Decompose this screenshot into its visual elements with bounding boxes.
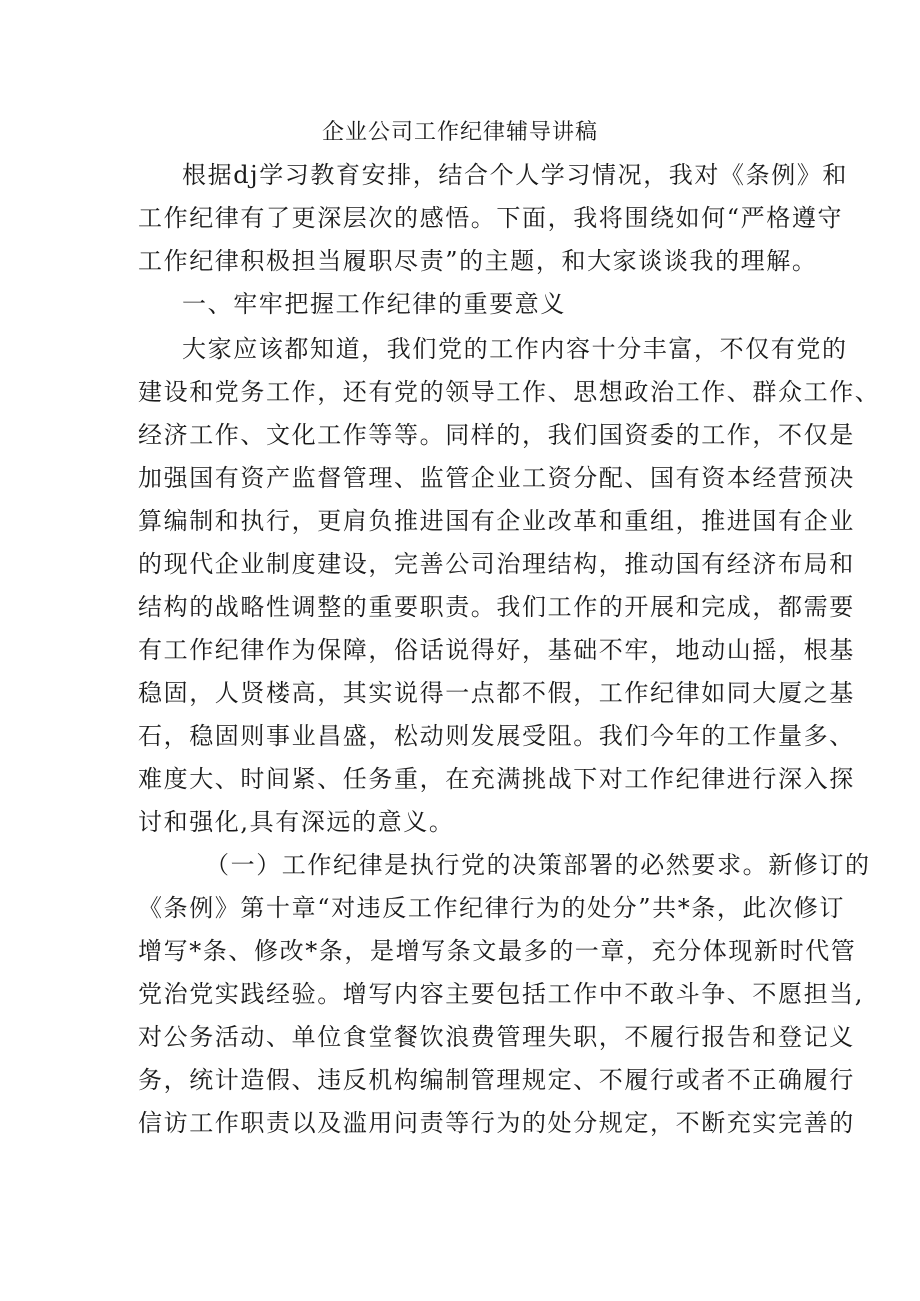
section-heading: 一、牢牢把握工作纪律的重要意义	[182, 290, 566, 318]
text-line: 结构的战略性调整的重要职责。我们工作的开展和完成，都需要	[138, 593, 855, 621]
text-line: 石，稳固则事业昌盛，松动则发展受阻。我们今年的工作量多、	[138, 722, 855, 750]
text-line: 加强国有资产监督管理、监管企业工资分配、国有资本经营预决	[138, 464, 855, 492]
text-line: 难度大、时间紧、任务重，在充满挑战下对工作纪律进行深入探	[138, 765, 855, 793]
text-line: 党治党实践经验。增写内容主要包括工作中不敢斗争、不愿担当,	[138, 980, 865, 1008]
text-line: 增写*条、修改*条，是增写条文最多的一章，充分体现新时代管	[138, 937, 857, 965]
text-line: 工作纪律积极担当履职尽责”的主题，和大家谈谈我的理解。	[138, 247, 818, 275]
text-line: 《条例》第十章“对违反工作纪律行为的处分”共*条，此次修订	[138, 894, 845, 922]
text-line: 讨和强化,具有深远的意义。	[138, 808, 455, 836]
text-line: 的现代企业制度建设，完善公司治理结构，推动国有经济布局和	[138, 550, 855, 578]
text-line: 大家应该都知道，我们党的工作内容十分丰富，不仅有党的	[182, 335, 848, 363]
text-line: 务，统计造假、违反机构编制管理规定、不履行或者不正确履行	[138, 1066, 855, 1094]
text-line: 根据dj学习教育安排，结合个人学习情况，我对《条例》和	[182, 161, 849, 189]
text-line: 对公务活动、单位食堂餐饮浪费管理失职，不履行报告和登记义	[138, 1023, 855, 1051]
text-line: 工作纪律有了更深层次的感悟。下面，我将围绕如何“严格遵守	[138, 204, 844, 232]
text-line: 信访工作职责以及滥用问责等行为的处分规定，不断充实完善的	[138, 1109, 855, 1137]
subsection-line: （一）工作纪律是执行党的决策部署的必然要求。新修订的	[205, 851, 871, 879]
text-line: 经济工作、文化工作等等。同样的，我们国资委的工作，不仅是	[138, 421, 855, 449]
text-line: 有工作纪律作为保障，俗话说得好，基础不牢，地动山摇，根基	[138, 636, 855, 664]
document-title: 企业公司工作纪律辅导讲稿	[321, 120, 598, 145]
text-line: 稳固，人贤楼高，其实说得一点都不假，工作纪律如同大厦之基	[138, 679, 855, 707]
text-line: 建设和党务工作，还有党的领导工作、思想政治工作、群众工作、	[138, 378, 881, 406]
text-line: 算编制和执行，更肩负推进国有企业改革和重组，推进国有企业	[138, 507, 855, 535]
